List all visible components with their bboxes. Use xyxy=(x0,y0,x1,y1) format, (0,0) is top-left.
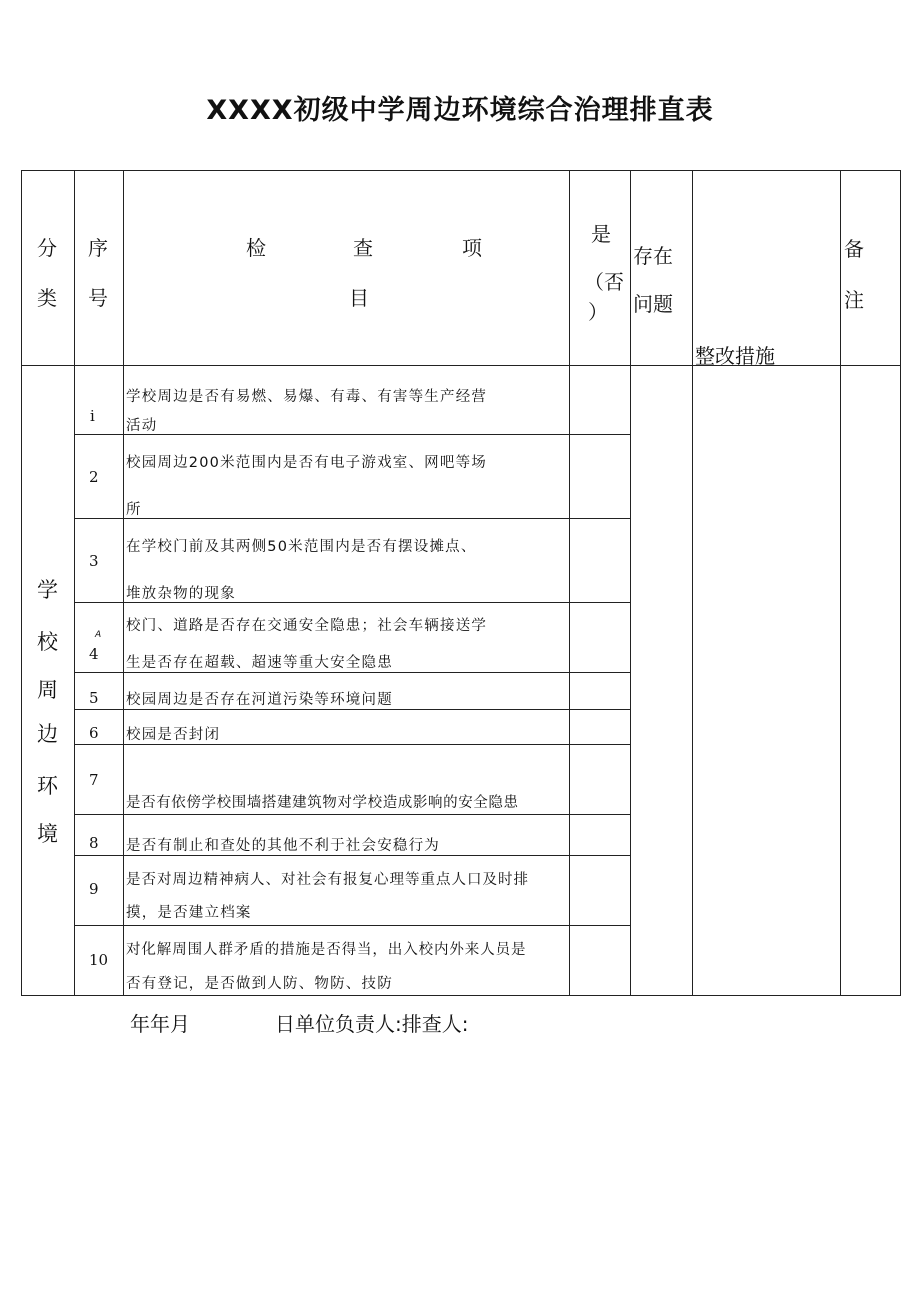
check-item-text: 堆放杂物的现象 xyxy=(126,586,236,602)
check-item-text: 在学校门前及其两侧50米范围内是否有摆设摊点、 xyxy=(126,539,477,555)
check-item-text: 生是否存在超载、超速等重大安全隐患 xyxy=(126,655,393,671)
header-seq: 序 xyxy=(88,236,108,260)
row-divider xyxy=(74,672,631,673)
category-char: 周 xyxy=(37,678,58,702)
row-number: 9 xyxy=(89,880,99,898)
column-divider xyxy=(74,170,75,996)
row-number: 8 xyxy=(89,834,99,852)
header-yesno: ） xyxy=(588,300,608,324)
row-divider xyxy=(74,518,631,519)
header-note: 注 xyxy=(844,288,864,312)
table-border-top xyxy=(21,170,901,171)
category-char: 学 xyxy=(37,578,58,602)
check-item-text: 活动 xyxy=(126,418,158,434)
footer-date: 年年月 xyxy=(130,1012,190,1036)
check-item-text: 是否有制止和查处的其他不利于社会安稳行为 xyxy=(126,838,440,854)
header-category: 分 xyxy=(37,236,57,260)
row-number: 6 xyxy=(89,724,99,742)
header-note: 备 xyxy=(844,237,864,261)
header-seq: 号 xyxy=(88,286,108,310)
category-char: 境 xyxy=(37,822,58,846)
check-item-text: 校园周边200米范围内是否有电子游戏室、网吧等场 xyxy=(126,455,487,471)
category-char: 边 xyxy=(37,722,58,746)
header-item: 检 xyxy=(246,236,266,260)
row-number: i xyxy=(90,407,95,425)
column-divider xyxy=(692,170,693,996)
row-divider xyxy=(74,814,631,815)
check-item-text: 是否有依傍学校围墙搭建建筑物对学校造成影响的安全隐患 xyxy=(126,795,519,811)
row-number: 5 xyxy=(89,689,99,707)
row-number-mark: A xyxy=(95,630,102,640)
check-item-text: 对化解周围人群矛盾的措施是否得当，出入校内外来人员是 xyxy=(126,942,527,958)
row-divider xyxy=(74,744,631,745)
check-item-text: 否有登记，是否做到人防、物防、技防 xyxy=(126,976,393,992)
check-item-text: 校园周边是否存在河道污染等环境问题 xyxy=(126,692,393,708)
header-problem: 存在 xyxy=(633,244,673,268)
check-item-text: 所 xyxy=(126,502,142,518)
check-item-text: 校门、道路是否存在交通安全隐患；社会车辆接送学 xyxy=(126,618,488,634)
column-divider xyxy=(569,170,570,996)
row-divider xyxy=(74,434,631,435)
check-item-text: 学校周边是否有易燃、易爆、有毒、有害等生产经营 xyxy=(126,389,488,405)
row-divider xyxy=(74,709,631,710)
row-divider xyxy=(74,855,631,856)
row-number: 4 xyxy=(89,645,99,663)
header-item: 项 xyxy=(462,236,482,260)
check-item-text: 校园是否封闭 xyxy=(126,727,221,743)
column-divider xyxy=(123,170,124,996)
row-number: 7 xyxy=(89,771,99,789)
row-number: 3 xyxy=(89,552,99,570)
category-char: 校 xyxy=(37,630,58,654)
header-item: 查 xyxy=(353,236,373,260)
table-border-left xyxy=(21,170,22,996)
header-yesno: （否 xyxy=(584,270,624,294)
table-border-bottom xyxy=(21,995,901,996)
column-divider xyxy=(630,170,631,996)
page-title: XXXX初级中学周边环境综合治理排直表 xyxy=(206,95,714,126)
header-category: 类 xyxy=(37,286,57,310)
column-divider xyxy=(840,170,841,996)
row-number: 2 xyxy=(89,468,99,486)
header-problem: 问题 xyxy=(633,292,673,316)
footer-signatures: 日单位负责人:排查人: xyxy=(275,1012,469,1036)
check-item-text: 是否对周边精神病人、对社会有报复心理等重点人口及时排 xyxy=(126,872,529,888)
header-yesno: 是 xyxy=(591,222,611,246)
header-item: 目 xyxy=(349,286,369,310)
check-item-text: 摸，是否建立档案 xyxy=(126,905,252,921)
row-divider xyxy=(74,925,631,926)
row-number: 10 xyxy=(89,951,109,969)
table-border-right xyxy=(900,170,901,996)
header-measures: 整改措施 xyxy=(695,344,775,368)
category-char: 环 xyxy=(37,774,58,798)
